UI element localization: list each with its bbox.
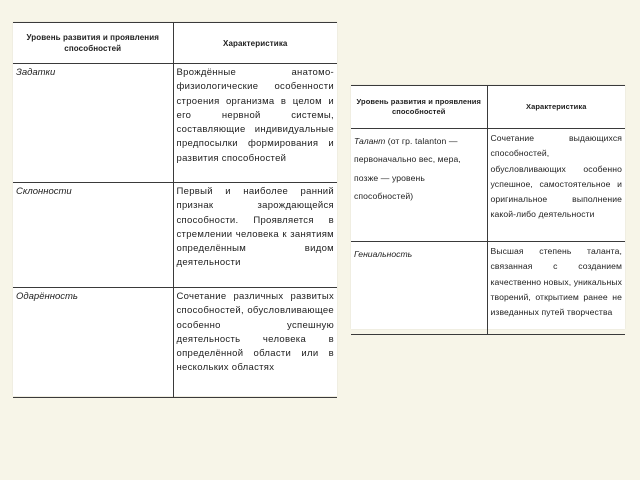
table-left	[13, 22, 337, 398]
table-row	[13, 64, 337, 183]
term-sklonnosti: Склонности	[13, 183, 173, 288]
description-genialnost: Высшая степень таланта, связанная с созданием качественно новых, уникальных творений, открытием ранее не изведанных путей творчества	[487, 242, 625, 335]
table-row	[13, 288, 337, 398]
term-cell-talant	[351, 129, 487, 242]
term-genialnost: Гениальность	[354, 249, 413, 259]
header-characteristic: Характеристика	[173, 23, 337, 64]
term-note-talant: (от гр. talanton — первоначально вес, мера, позже — уровень способностей)	[354, 136, 461, 201]
term-zadatki: Задатки	[13, 64, 173, 183]
table-row	[351, 129, 625, 242]
abilities-table-right	[351, 85, 625, 329]
description-talant: Сочетание выдающихся способностей, обусловливающих особенно успешное, самостоятельное и оригинальное выполнение какой-либо деятельности	[487, 129, 625, 242]
table-right	[351, 85, 625, 335]
table-row	[13, 183, 337, 288]
header-level: Уровень развития и проявления способностей	[13, 23, 173, 64]
term-cell-genialnost	[351, 242, 487, 335]
header-characteristic: Характеристика	[487, 86, 625, 129]
header-level: Уровень развития и проявления способностей	[351, 86, 487, 129]
description-zadatki: Врождённые анатомо-физиологические особенности строения организма в целом и его нервной системы, составляющие индивидуальные предпосылки формирования и развития способностей	[173, 64, 337, 183]
description-odarennost: Сочетание различных развитых способностей, обусловливающее особенно успешную деятельность человека в определённой области или в нескольких областях	[173, 288, 337, 398]
term-odarennost: Одарённость	[13, 288, 173, 398]
abilities-table-left	[13, 22, 337, 396]
table-header-row	[13, 23, 337, 64]
term-talant: Талант	[354, 136, 386, 146]
table-row	[351, 242, 625, 335]
table-header-row	[351, 86, 625, 129]
description-sklonnosti: Первый и наиболее ранний признак зарождающейся способности. Проявляется в стремлении человека к занятиям определённым видом деятельности	[173, 183, 337, 288]
